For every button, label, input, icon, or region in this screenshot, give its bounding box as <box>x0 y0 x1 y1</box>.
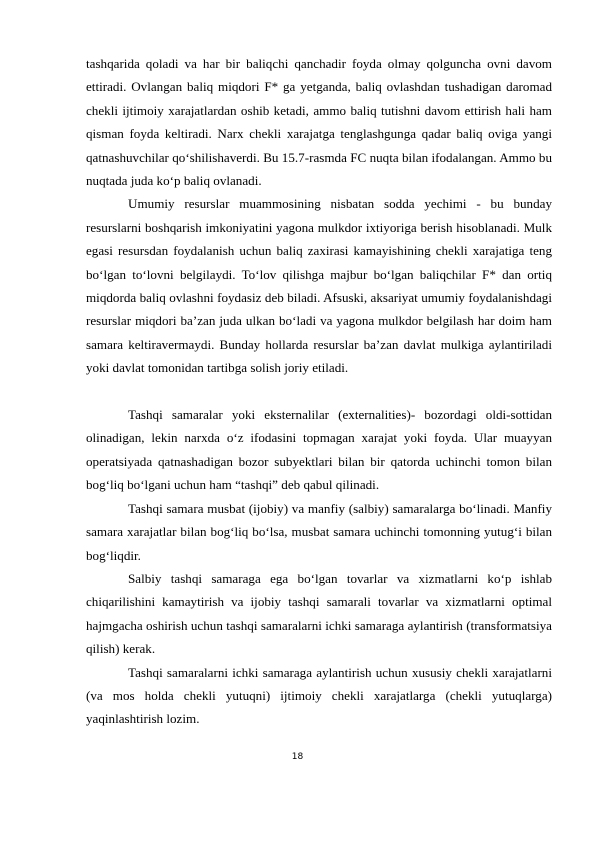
paragraph-externalities-definition: Tashqi samaralar yoki eksternalilar (externalities)- bozordagi oldi-sottidan olinadigan, lekin narxda o‘z ifodasini topmagan xarajat yoki foyda. Ular muayyan operatsiyada qatnashadigan bozor subyektlari bilan bir qatorda uchinchi tomon bilan bog‘liq bo‘lgani uchun ham “tashqi” deb qabul qilinadi. <box>86 407 552 493</box>
paragraph-continuation: tashqarida qoladi va har bir baliqchi qanchadir foyda olmay qolguncha ovni davom ettiradi. Ovlangan baliq miqdori F* ga yetganda, baliq ovlashdan tushadigan daromad chekli ijtimoiy xarajatlardan oshib ketadi, ammo baliq tutishni davom ettirish hali ham qisman foyda keltiradi. Narx chekli xarajatga tenglashgunga qadar baliq oviga yangi qatnashuvchilar qo‘shilishaverdi. Bu 15.7-rasmda FC nuqta bilan ifodalangan. Ammo bu nuqtada juda ko‘p baliq ovlanadi. <box>86 56 552 189</box>
document-body <box>86 52 552 731</box>
page-number: 18 <box>291 752 304 762</box>
paragraph-spacer <box>86 380 552 403</box>
paragraph-internalization: Salbiy tashqi samaraga ega bo‘lgan tovarlar va xizmatlarni ko‘p ishlab chiqarilishini kamaytirish va ijobiy tashqi samarali tovarlar va xizmatlarni optimal hajmgacha oshirish uchun tashqi samaralarni ichki samaraga aylantirish (transformatsiya qilish) kerak. <box>86 570 552 657</box>
paragraph-externality-types: Tashqi samara musbat (ijobiy) va manfiy (salbiy) samaralarga bo‘linadi. Manfiy samara xarajatlar bilan bog‘liq bo‘lsa, musbat samara uchinchi tomonning yutug‘i bilan bog‘liqdir. <box>86 500 552 563</box>
paragraph-marginal-costs: Tashqi samaralarni ichki samaraga aylantirish uchun xususiy chekli xarajatlarni (va mos holda chekli yutuqni) ijtimoiy chekli xarajatlarga (chekli yutuqlarga) yaqinlashtirish lozim. <box>86 664 552 727</box>
paragraph-common-resources: Umumiy resurslar muammosining nisbatan sodda yechimi - bu bunday resurslarni boshqarish imkoniyatini yagona mulkdor ixtiyoriga berish hisoblanadi. Mulk egasi resursdan foydalanish uchun baliq zaxirasi kamayishining chekli xarajatiga teng bo‘lgan to‘lovni belgilaydi. To‘lov qilishga majbur bo‘lgan baliqchilar F* dan ortiq miqdorda baliq ovlashni foydasiz deb biladi. Afsuski, aksariyat umumiy foydalanishdagi resurslar miqdori ba’zan juda ulkan bo‘ladi va yagona mulkdor belgilash har doim ham samara keltiravermaydi. Bunday hollarda resurslar ba’zan davlat mulkiga aylantiriladi yoki davlat tomonidan tartibga solish joriy etiladi. <box>86 196 552 376</box>
